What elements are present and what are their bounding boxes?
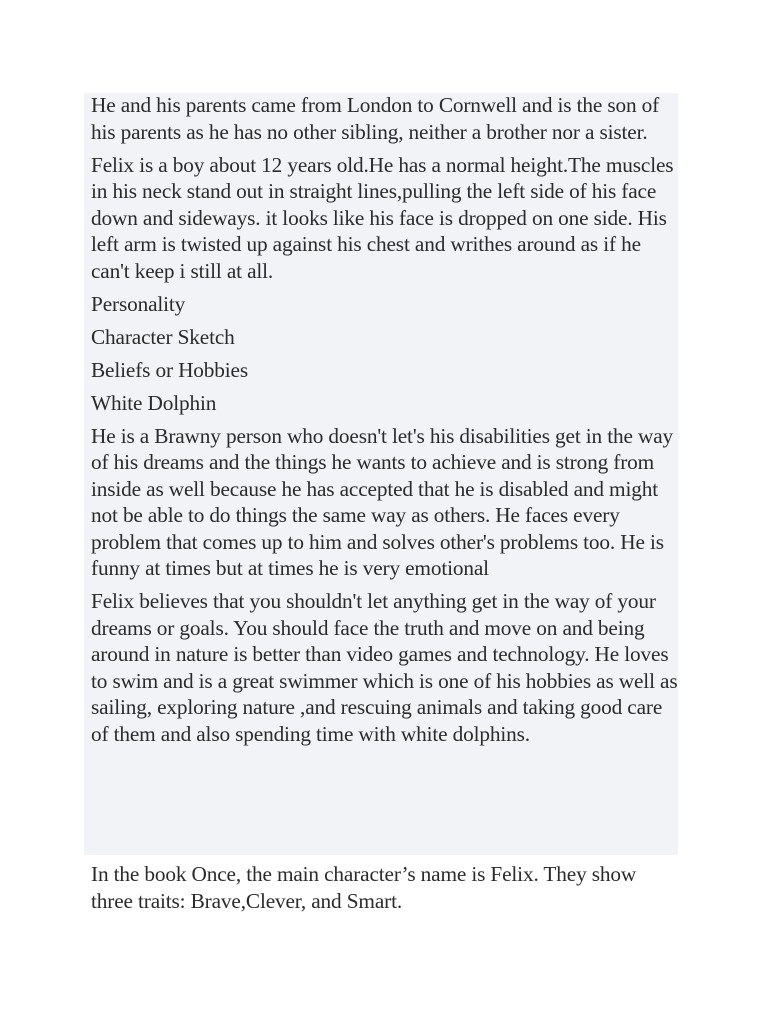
appearance-paragraph: Felix is a boy about 12 years old.He has a normal height.The muscles in his neck stand out in straight lines,pulling the left side of his face down and sideways. it looks like his face is dropped on one side. His left arm is twisted up against his chest and writhes around as if he can't keep i still at all. (91, 152, 674, 283)
beliefs-paragraph: Felix believes that you shouldn't let anything get in the way of your dreams or goals. You should face the truth and move on and being around in nature is better than video games and technology. He loves to swim and is a great swimmer which is one of his hobbies as well as sailing, exploring nature ,and rescuing animals and taking good care of them and also spending time with white dolphins. (91, 589, 678, 746)
white-dolphin-heading: White Dolphin (91, 390, 217, 415)
summary-paragraph: In the book Once, the main character’s name is Felix. They show three traits: Brave,Clever, and Smart. (91, 862, 637, 913)
beliefs-heading: Beliefs or Hobbies (91, 357, 248, 382)
character-sketch-heading: Character Sketch (91, 324, 235, 349)
personality-heading: Personality (91, 291, 186, 316)
origin-paragraph: He and his parents came from London to Cornwell and is the son of his parents as he has no other sibling, neither a brother nor a sister. (91, 93, 660, 144)
personality-paragraph: He is a Brawny person who doesn't let's his disabilities get in the way of his dreams and the things he wants to achieve and is strong from inside as well because he has accepted that he is disabled and might not be able to do things the same way as others. He faces every problem that comes up to him and solves other's problems too. He is funny at times but at times he is very emotional (91, 423, 674, 580)
document-body (91, 92, 679, 747)
